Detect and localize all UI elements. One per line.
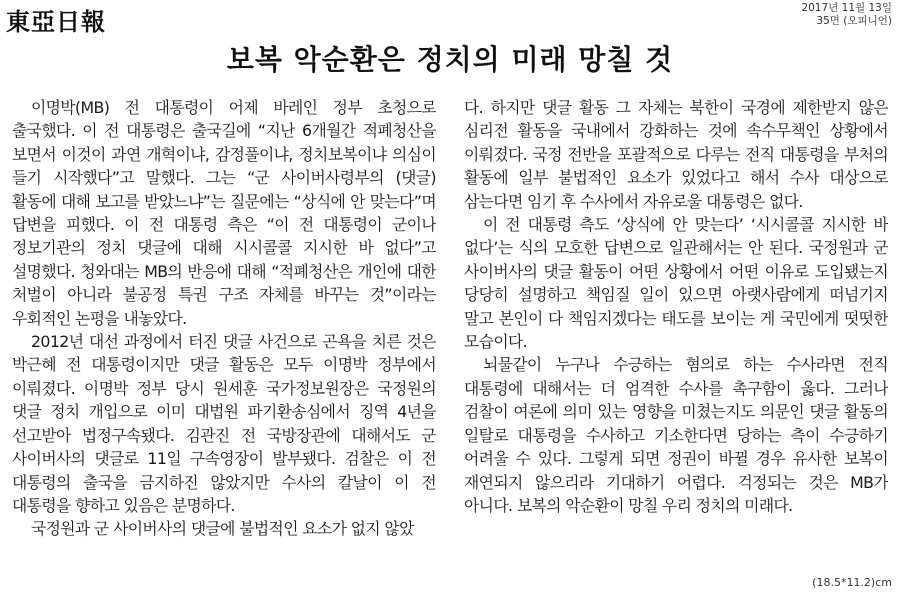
publication-date: 2017년 11월 13일: [801, 2, 892, 14]
article-column-left: [12, 96, 436, 572]
clipping-size-note: (18.5*11.2)cm: [812, 576, 892, 589]
newspaper-masthead: 東亞日報: [6, 7, 106, 36]
paragraph: 뇌물같이 누구나 수긍하는 혐의로 하는 수사라면 전직 대통령에 대해서는 더 엄격한 수사를 촉구함이 옳다. 그러나 검찰이 여론에 의미 있는 영향을 미쳤는지도 의문인 댓글 활동의 일탈로 대통령을 수사하고 기소한다면 당하는 측이 수긍하기 어려울 수 있다. 그렇게 되면 정권이 바뀔 경우 유사한 보복이 재연되지 않으리라 기대하기 어렵다. 걱정되는 것은 MB가 아니다. 보복의 악순환이 망칠 우리 정치의 미래다.: [464, 355, 888, 515]
publication-info: [801, 2, 892, 28]
page-section: 35면 (오피니언): [816, 15, 892, 27]
paragraph: 국정원과 군 사이버사의 댓글에 불법적인 요소가 없지 않았: [30, 519, 414, 539]
editorial-headline: 보복 악순환은 정치의 미래 망칠 것: [226, 43, 674, 76]
paragraph: 이 전 대통령 측도 ‘상식에 안 맞는다’ ‘시시콜콜 지시한 바 없다’는 식의 모호한 답변으로 일관해서는 안 된다. 국정원과 군 사이버사의 댓글 활동이 어떤 상황에서 어떤 이유로 도입됐는지 당당히 설명하고 책임질 일이 있으면 아랫사람에게 떠넘기지 말고 본인이 다 책임지겠다는 태도를 보이는 게 국민에게 떳떳한 모습이다.: [464, 215, 888, 352]
paragraph: 이명박(MB) 전 대통령이 어제 바레인 정부 초청으로 출국했다. 이 전 대통령은 출국길에 “지난 6개월간 적폐청산을 보면서 이것이 과연 개혁이냐, 감정풀이냐, 정치보복이냐 의심이 들기 시작했다”고 말했다. 그는 “군 사이버사령부의 (댓글) 활동에 대해 보고를 받았느냐”는 질문에는 “상식에 안 맞는다”며 답변을 피했다. 이 전 대통령 측은 “이 전 대통령이 군이나 정보기관의 정치 댓글에 대해 시시콜콜 지시한 바 없다”고 설명했다. 청와대는 MB의 반응에 대해 “적폐청산은 개인에 대한 처벌이 아니라 불공정 특권 구조 자체를 바꾸는 것”이라는 우회적인 논평을 내놓았다.: [12, 98, 436, 328]
paragraph: 다. 하지만 댓글 활동 그 자체는 북한이 국경에 제한받지 않은 심리전 활동을 국내에서 강화하는 것에 속수무책인 상황에서 이뤄졌다. 국정 전반을 포괄적으로 다루는 전직 대통령을 부처의 활동에 일부 불법적인 요소가 있었다고 해서 수사 대상으로 삼는다면 임기 후 수사에서 자유로울 대통령은 없다.: [464, 98, 888, 211]
paragraph: 2012년 대선 과정에서 터진 댓글 사건으로 곤욕을 치른 것은 박근혜 전 대통령이지만 댓글 활동은 모두 이명박 정부에서 이뤄졌다. 이명박 정부 당시 원세훈 국가정보원장은 국정원의 댓글 정치 개입으로 이미 대법원 파기환송심에서 징역 4년을 선고받아 법정구속됐다. 김관진 전 국방장관에 대해서도 군 사이버사의 댓글로 11일 구속영장이 발부됐다. 검찰은 이 전 대통령의 출국을 금지하진 않았지만 수사의 칼날이 이 전 대통령을 향하고 있음은 분명하다.: [12, 332, 436, 515]
article-column-right: [464, 96, 888, 572]
